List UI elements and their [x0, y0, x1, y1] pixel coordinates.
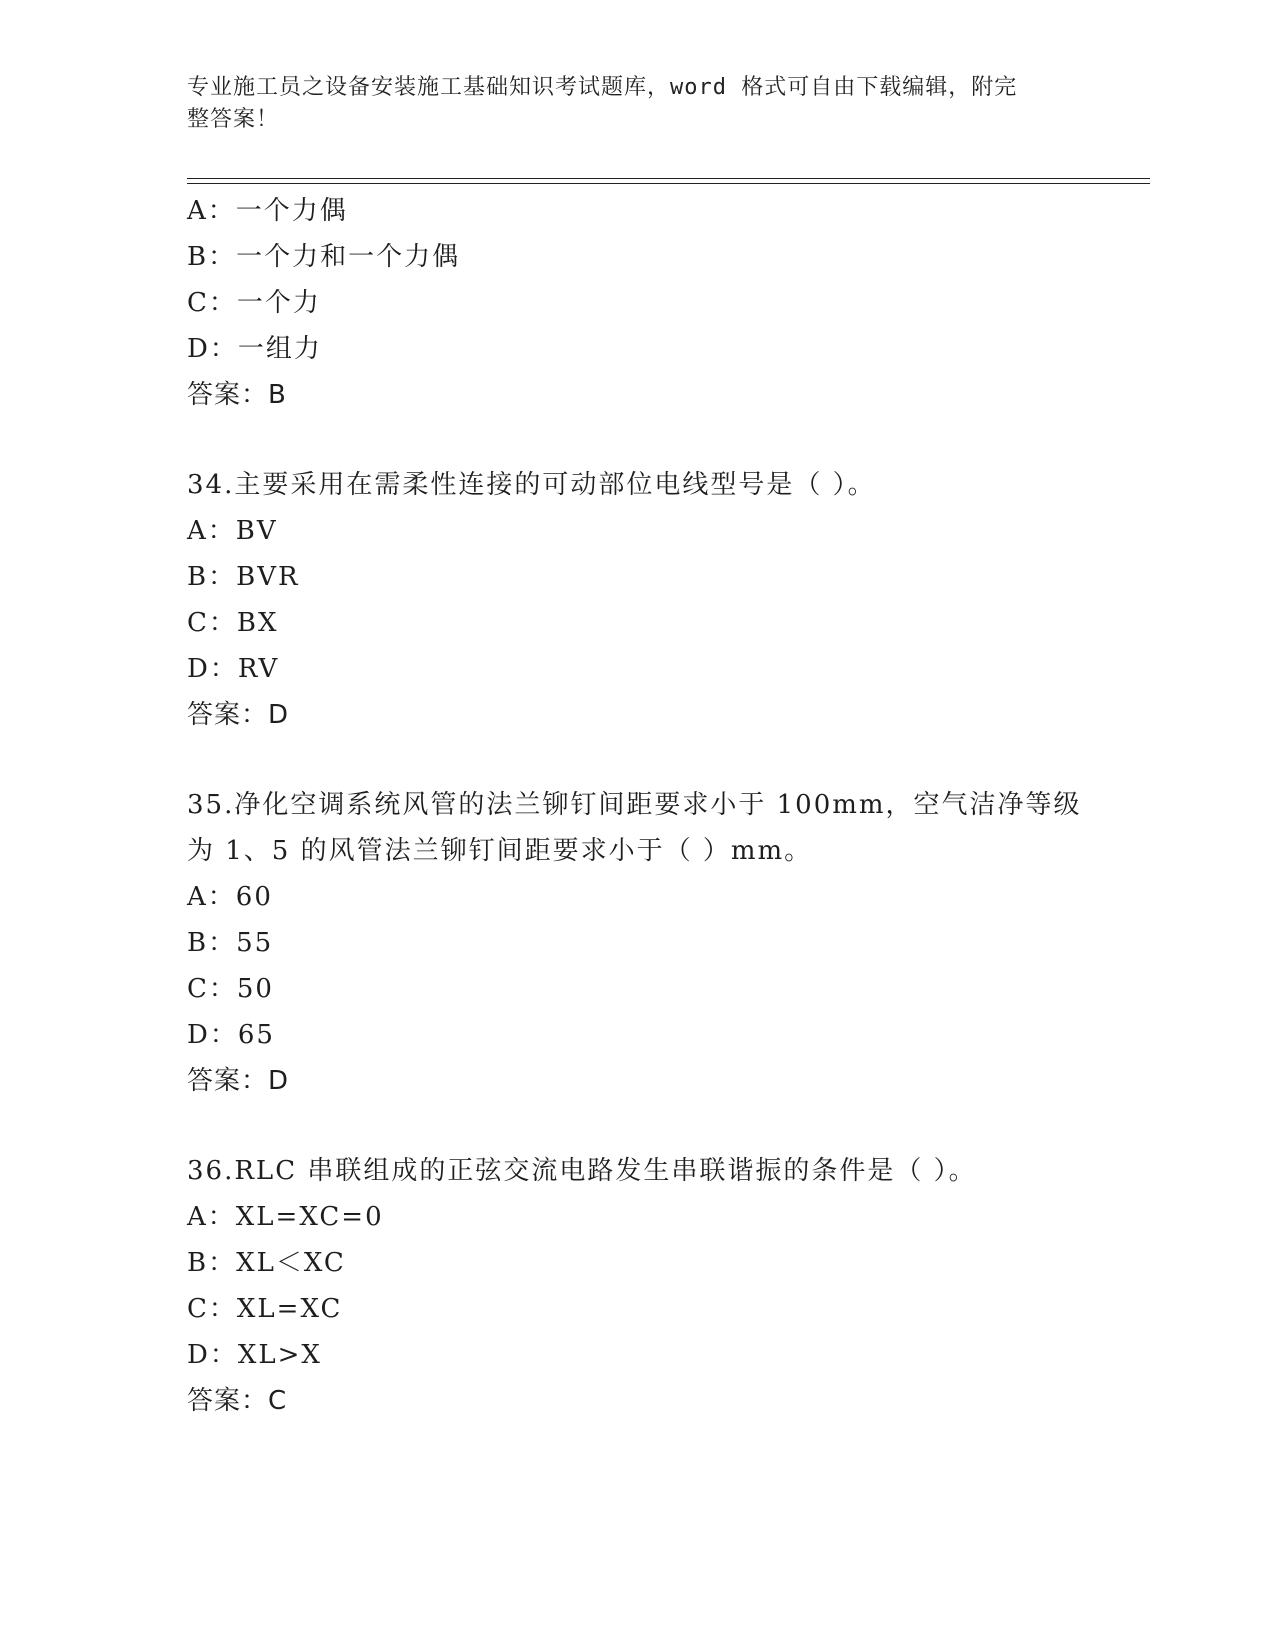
question-list: [187, 188, 1087, 1424]
option-d: D：一组力: [187, 334, 322, 364]
option-a: A：60: [187, 882, 273, 912]
option-c: C：BX: [187, 608, 279, 638]
header-divider-bottom: [187, 183, 1150, 184]
spacer: [187, 1104, 1087, 1148]
spacer: [187, 738, 1087, 782]
question-text-line-2: 为 1、5 的风管法兰铆钉间距要求小于（ ）mm。: [187, 836, 813, 866]
question-36-block: [187, 1148, 1087, 1424]
document-header: [187, 72, 1067, 136]
option-c: C：一个力: [187, 288, 321, 318]
header-divider-top: [187, 178, 1150, 179]
header-line-1: 专业施工员之设备安装施工基础知识考试题库，word 格式可自由下载编辑，附完: [187, 75, 1018, 100]
option-d: D：XL>X: [187, 1340, 322, 1370]
spacer: [187, 418, 1087, 462]
option-a: A：XL=XC=0: [187, 1202, 384, 1232]
option-b: B：55: [187, 928, 274, 958]
option-b: B：一个力和一个力偶: [187, 242, 461, 272]
option-b: B：BVR: [187, 562, 300, 592]
option-c: C：50: [187, 974, 274, 1004]
question-35-block: [187, 782, 1087, 1104]
answer-line: 答案：D: [187, 700, 290, 730]
option-d: D：RV: [187, 654, 280, 684]
option-c: C：XL=XC: [187, 1294, 343, 1324]
option-b: B：XL＜XC: [187, 1248, 346, 1278]
option-a: A：一个力偶: [187, 196, 348, 226]
option-a: A：BV: [187, 516, 278, 546]
question-text: 34.主要采用在需柔性连接的可动部位电线型号是（ ）。: [187, 470, 876, 500]
question-34-block: [187, 462, 1087, 738]
answer-line: 答案：C: [187, 1386, 288, 1416]
question-text-line-1: 35.净化空调系统风管的法兰铆钉间距要求小于 100mm，空气洁净等级: [187, 790, 1082, 820]
header-line-2: 整答案！: [187, 107, 280, 132]
answer-line: 答案：B: [187, 380, 287, 410]
answer-line: 答案：D: [187, 1066, 290, 1096]
question-text: 36.RLC 串联组成的正弦交流电路发生串联谐振的条件是（ ）。: [187, 1156, 977, 1186]
question-33-block: [187, 188, 1087, 418]
option-d: D：65: [187, 1020, 275, 1050]
